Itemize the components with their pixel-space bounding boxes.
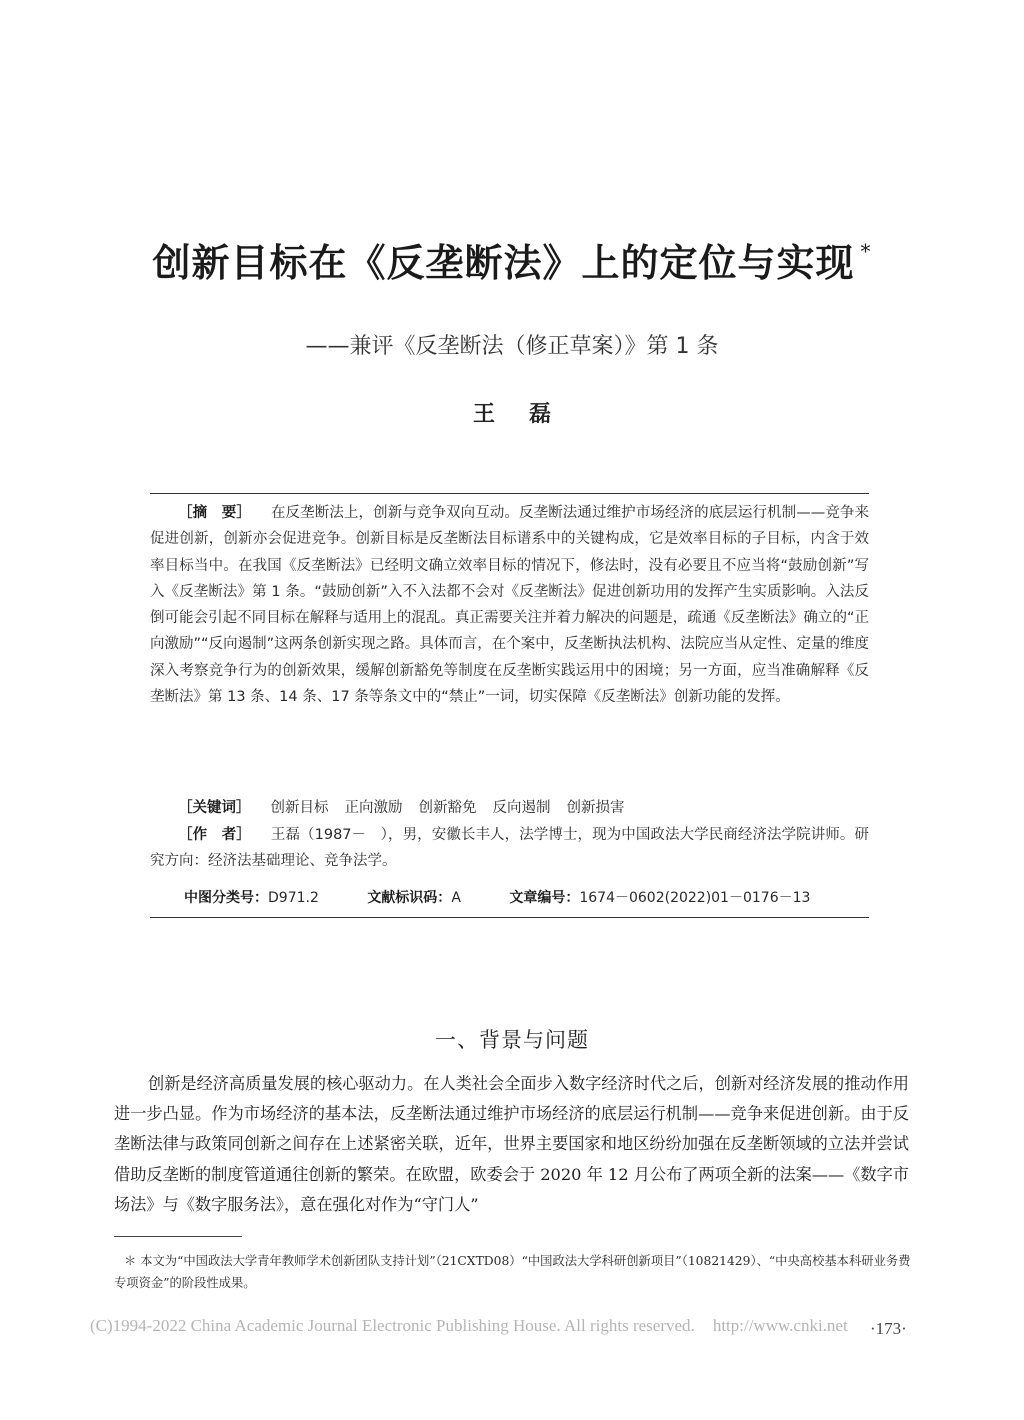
footer-url-link[interactable]: http://www.cnki.net (712, 1316, 848, 1335)
abstract-summary (150, 500, 869, 710)
article-no-value: 1674－0602(2022)01－0176－13 (579, 890, 811, 906)
page-number: ·173· (870, 1319, 907, 1338)
keyword-item: 创新目标 (270, 800, 329, 816)
article-no-item (509, 890, 810, 906)
clc-value: D971.2 (268, 890, 319, 906)
keyword-item: 反向遏制 (492, 800, 551, 816)
doc-code-value: A (451, 890, 461, 906)
title-footnote-mark[interactable]: * (860, 239, 872, 263)
clc-label: 中图分类号： (184, 890, 268, 906)
keyword-item: 创新豁免 (418, 800, 477, 816)
abstract-label: ［摘 要］ (178, 505, 251, 521)
footnote-divider (114, 1236, 242, 1237)
body-paragraph: 创新是经济高质量发展的核心驱动力。在人类社会全面步入数字经济时代之后，创新对经济发展的推动作用进一步凸显。作为市场经济的基本法，反垄断法通过维护市场经济的底层运行机制——竞争来促进创新。由于反垄断法律与政策同创新之间存在上述紧密关联，近年，世界主要国家和地区纷纷加强在反垄断领域的立法并尝试借助反垄断的制度管道通往创新的繁荣。在欧盟，欧委会于 2020 年 12 月公布了两项全新的法案——《数字市场法》与《数字服务法》，意在强化对作为“守门人” (114, 1074, 909, 1214)
article-title (0, 232, 1024, 287)
article-subtitle: ——兼评《反垄断法（修正草案）》第 1 条 (305, 334, 719, 359)
article-author: 王磊 (472, 402, 585, 427)
author-info (150, 822, 869, 875)
copyright-text: (C)1994-2022 China Academic Journal Electronic Publishing House. All rights reserved. (90, 1316, 695, 1335)
article-title-text: 创新目标在《反垄断法》上的定位与实现 (152, 240, 855, 285)
copyright-footer (90, 1316, 848, 1336)
section-heading: 一、背景与问题 (435, 1028, 589, 1052)
author-info-label: ［作 者］ (178, 827, 251, 843)
abstract-box (150, 493, 869, 918)
keywords-row (150, 795, 869, 821)
doc-code-item (367, 890, 461, 906)
doc-code-label: 文献标识码： (367, 890, 452, 906)
article-no-label: 文章编号： (509, 890, 580, 906)
clc-item (184, 890, 319, 906)
footnote: ＊ 本文为“中国政法大学青年教师学术创新团队支持计划”（21CXTD08）“中国政法大学科研创新项目”（10821429）、“中央高校基本科研业务费专项资金”的阶段性成果。 (114, 1254, 911, 1290)
keyword-item: 正向激励 (344, 800, 403, 816)
author-info-text: 王磊（1987－ ），男，安徽长丰人，法学博士，现为中国政法大学民商经济法学院讲师。研究方向：经济法基础理论、竞争法学。 (150, 827, 869, 870)
keywords-label: ［关键词］ (178, 800, 251, 816)
keyword-item: 创新损害 (566, 800, 625, 816)
classification-row (184, 887, 810, 907)
abstract-text: 在反垄断法上，创新与竞争双向互动。反垄断法通过维护市场经济的底层运行机制——竞争来促进创新，创新亦会促进竞争。创新目标是反垄断法目标谱系中的关键构成，它是效率目标的子目标，内含于效率目标当中。在我国《反垄断法》已经明文确立效率目标的情况下，修法时，没有必要且不应当将“鼓励创新”写入《反垄断法》第 1 条。“鼓励创新”入不入法都不会对《反垄断法》促进创新功用的发挥产生实质影响。入法反倒可能会引起不同目标在解释与适用上的混乱。真正需要关注并着力解决的问题是，疏通《反垄断法》确立的“正向激励”“反向遏制”这两条创新实现之路。具体而言，在个案中，反垄断执法机构、法院应当从定性、定量的维度深入考察竞争行为的创新效果，缓解创新豁免等制度在反垄断实践运用中的困境；另一方面，应当准确解释《反垄断法》第 13 条、14 条、17 条等条文中的“禁止”一词，切实保障《反垄断法》创新功能的发挥。 (150, 505, 870, 706)
